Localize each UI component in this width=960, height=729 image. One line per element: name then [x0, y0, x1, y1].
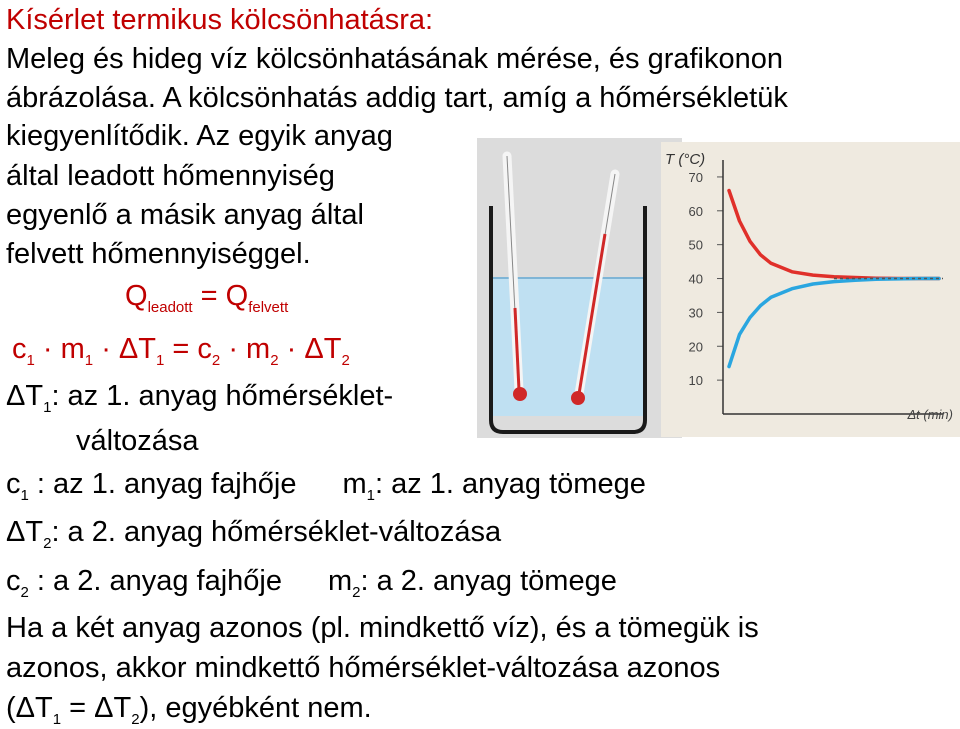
paragraph-line: által leadott hőmennyiség: [6, 160, 335, 192]
paragraph-line: ábrázolása. A kölcsönhatás addig tart, amíg a hőmérsékletük: [6, 82, 788, 114]
y-tick-label: 60: [688, 203, 703, 219]
conclusion-line: Ha a két anyag azonos (pl. mindkettő víz), és a tömegük is: [6, 612, 759, 644]
heat-equation: $c_1 \cdot m_1 \cdot \Delta T_1 = c_2 \cdot m_2 \cdot \Delta T_2$: [12, 333, 350, 369]
x-axis-label: Δt (min): [907, 407, 953, 422]
conclusion-last-line: $(\Delta T_1 = \Delta T_2)$, egyébként nem.: [6, 692, 372, 728]
y-tick-label: 30: [688, 305, 703, 321]
paragraph-line: egyenlő a másik anyag által: [6, 199, 364, 231]
y-tick-label: 10: [688, 373, 703, 389]
heat-balance-formula: $Q_{leadott} = Q_{felvett}$: [125, 280, 289, 316]
definition-c2-m2: $c_2$ : a 2. anyag fajhője $m_2$: a 2. anyag tömege: [6, 565, 617, 601]
beaker-illustration: [477, 138, 682, 438]
paragraph-line: Meleg és hideg víz kölcsönhatásának mérése, és grafikonon: [6, 43, 783, 75]
paragraph-line: kiegyenlítődik. Az egyik anyag: [6, 120, 393, 152]
y-tick-label: 20: [688, 339, 703, 355]
definition-delta-t2: $\Delta T_2$: a 2. anyag hőmérséklet-változása: [6, 516, 502, 552]
definition-c1-m1: $c_1$ : az 1. anyag fajhője $m_1$: az 1. anyag tömege: [6, 468, 646, 504]
graph-background: [661, 142, 960, 437]
y-axis-label: T (°C): [665, 151, 706, 168]
y-tick-label: 70: [688, 169, 703, 185]
thermometer-bulb: [513, 387, 527, 401]
conclusion-line: azonos, akkor mindkettő hőmérséklet-változása azonos: [6, 652, 721, 684]
thermometer-bulb: [571, 391, 585, 405]
paragraph-line: felvett hőmennyiséggel.: [6, 238, 311, 270]
slide-title: Kísérlet termikus kölcsönhatásra:: [6, 4, 434, 36]
temperature-graph: [661, 142, 960, 437]
y-tick-label: 40: [688, 271, 703, 287]
y-tick-label: 50: [688, 237, 703, 253]
definition-delta-t1: $\Delta T_1$: az 1. anyag hőmérséklet-: [6, 380, 394, 416]
definition-delta-t1-cont: változása: [76, 425, 199, 457]
